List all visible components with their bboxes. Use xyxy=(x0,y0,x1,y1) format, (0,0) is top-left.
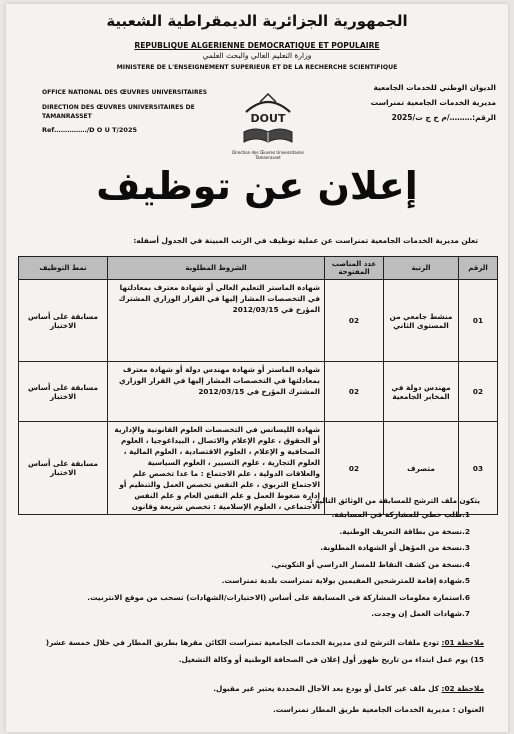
positions-table xyxy=(18,256,498,515)
note-01-label: ملاحظة 01: xyxy=(441,638,484,647)
table-header-row xyxy=(19,257,498,280)
announcement-title: إعلان عن توظيف xyxy=(96,164,418,208)
row-positions: 02 xyxy=(325,422,384,515)
list-item-text: طلب خطي للمشاركة في المسابقة. xyxy=(331,510,462,519)
col-header-positions: عدد المناصب المفتوحة xyxy=(325,257,384,280)
note-02 xyxy=(38,680,484,697)
list-item xyxy=(50,609,480,626)
list-item xyxy=(50,510,480,527)
row-rank: منشط جامعي من المستوى الثاني xyxy=(384,280,459,362)
intro-text: تعلن مديرية الخدمات الجامعية تمنراست عن عملية توظيف في الرتب المبينة في الجدول أسفله: xyxy=(133,236,478,245)
col-header-mode: نمط التوظيف xyxy=(19,257,108,280)
note-02-text: كل ملف غير كامل أو يودع بعد الآجال المحددة يعتبر غير مقبول. xyxy=(213,684,439,693)
note-02-label: ملاحظة 02: xyxy=(441,684,484,693)
direction-french: DIRECTION DES ŒUVRES UNIVERSITAIRES DE TAMANRASSET xyxy=(42,104,195,120)
list-item xyxy=(50,527,480,544)
list-item xyxy=(50,543,480,560)
row-positions: 02 xyxy=(325,280,384,362)
address-line: العنوان : مديرية الخدمات الجامعية طريق المطار تمنراست. xyxy=(272,705,484,714)
republic-french-title: REPUBLIQUE ALGERIENNE DEMOCRATIQUE ET POPULAIRE xyxy=(134,41,380,50)
list-item-number: 7. xyxy=(462,609,470,618)
list-item-text: شهادات العمل إن وجدت. xyxy=(371,609,462,618)
list-item-number: 4. xyxy=(462,559,470,569)
documents-intro: يتكون ملف الترشح للمسابقة من الوثائق التالية : xyxy=(309,496,480,505)
list-item-text: نسخة من كشف النقاط للمسار الدراسي أو التكويني. xyxy=(271,559,462,569)
logo-text: DOUT xyxy=(250,112,286,125)
reference-arabic: الرقم:………/م خ ج ت/2025 xyxy=(391,113,496,122)
logo-caption: Direction des Œuvres Universitaires Tamanrasset xyxy=(232,150,304,160)
table-row xyxy=(19,280,498,362)
office-french: OFFICE NATIONAL DES ŒUVRES UNIVERSITAIRES xyxy=(42,89,208,96)
row-mode: مسابقة على أساس الاختبار xyxy=(19,280,108,362)
list-item xyxy=(50,560,480,577)
row-rank: متصرف xyxy=(384,422,459,515)
row-conditions: شهادة الليسانس في التخصصات العلوم القانونية والإدارية أو الحقوق ، علوم الإعلام والاتصال ، البيداغوجيا ، العلوم الصحافية و الإعلام ، العلوم الاقتصادية ، العلوم المالية ، العلوم التجارية ، علوم التسيير ، العلوم السياسية والعلاقات الدولية ، علم الاجتماع : ما عدا تخصص علم الاجتماع التربوي ، علم النفس تخصص العمل والتنظيم أو إدارة ضغوط العمل و علم النفس العام و علم النفس الاجتماعي ، العلوم الإسلامية : تخصص شريعة وقانون xyxy=(108,422,325,515)
list-item-text: نسخة من المؤهل أو الشهادة المطلوبة. xyxy=(320,543,462,552)
list-item-number: 2. xyxy=(462,526,470,536)
dout-logo xyxy=(236,90,300,150)
row-rank: مهندس دولة في المخابر الجامعية xyxy=(384,362,459,422)
list-item-number: 3. xyxy=(462,543,470,552)
list-item xyxy=(50,576,480,593)
french-header-block xyxy=(42,88,232,121)
col-header-rank: الرتبة xyxy=(384,257,459,280)
list-item-number: 5. xyxy=(462,576,470,585)
row-conditions: شهادة الماستر التعليم العالي أو شهادة معترف بمعادلتها في التخصصات المشار إليها في القرار الوزاري المشترك المؤرخ في 2012/03/15 xyxy=(108,280,325,362)
ministry-arabic: وزارة التعليم العالي والبحث العلمي xyxy=(202,51,312,60)
note-01-text: تودع ملفات الترشح لدى مديرية الخدمات الجامعية تمنراست الكائن مقرها بطريق المطار في خلال خمسة عشر( 15) يوم عمل ابتداء من تاريخ ظهور أول إعلان في الصحافة الوطنية أو وكالة التشغيل. xyxy=(45,638,484,664)
documents-list xyxy=(50,510,480,626)
list-item xyxy=(50,593,480,610)
list-item-text: نسخة من بطاقة التعريف الوطنية. xyxy=(339,526,462,536)
list-item-number: 6. xyxy=(462,592,470,602)
office-arabic: الديوان الوطني للخدمات الجامعية xyxy=(373,83,496,92)
direction-arabic: مديرية الخدمات الجامعية تمنراست xyxy=(370,98,496,107)
list-item-text: استمارة معلومات المشاركة في المسابقة على أساس (الاختبارات/الشهادات) تسحب من موقع الانترنيت. xyxy=(87,592,462,602)
row-mode: مسابقة على أساس الاختبار xyxy=(19,362,108,422)
row-num: 02 xyxy=(459,362,498,422)
row-num: 01 xyxy=(459,280,498,362)
document-page xyxy=(6,4,508,732)
note-01 xyxy=(38,634,484,668)
ministry-french: MINISTERE DE L'ENSEIGNEMENT SUPERIEUR ET DE LA RECHERCHE SCIENTIFIQUE xyxy=(116,64,398,71)
row-conditions: شهادة الماستر أو شهادة مهندس دولة أو شهادة معترف بمعادلتها في التخصصات المشار إليها في القرار الوزاري المشترك المؤرخ في 2012/03/15 xyxy=(108,362,325,422)
table-row xyxy=(19,362,498,422)
arabic-header-block xyxy=(346,80,496,125)
list-item-number: 1. xyxy=(462,510,470,519)
row-positions: 02 xyxy=(325,362,384,422)
reference-french: Ref……………/D O U T/2025 xyxy=(42,126,138,134)
republic-arabic-title: الجمهورية الجزائرية الديمقراطية الشعبية xyxy=(106,12,408,30)
col-header-conditions: الشروط المطلوبة xyxy=(108,257,325,280)
col-header-num: الرقم xyxy=(459,257,498,280)
row-num: 03 xyxy=(459,422,498,515)
row-mode: مسابقة على أساس الاختبار xyxy=(19,422,108,515)
list-item-text: شهادة إقامة للمترشحين المقيمين بولاية تمنراست بلدية تمنراست. xyxy=(221,576,462,585)
